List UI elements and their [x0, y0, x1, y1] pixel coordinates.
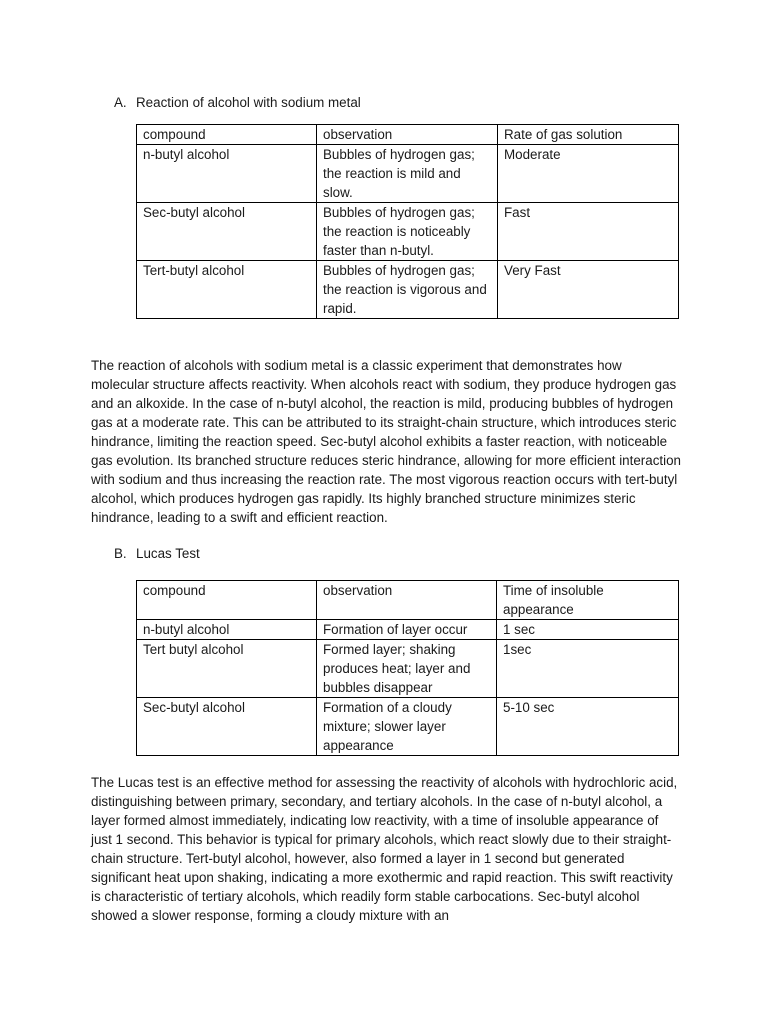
observation-cell: Bubbles of hydrogen gas; the reaction is mild and slow. — [317, 145, 498, 203]
section-a-marker: A. — [114, 95, 127, 110]
table-row — [137, 261, 679, 319]
header-cell: compound — [137, 581, 317, 620]
observation-cell: Formation of a cloudy mixture; slower layer appearance — [317, 698, 497, 756]
section-b-paragraph: The Lucas test is an effective method for assessing the reactivity of alcohols with hydrochloric acid, distinguishing between primary, secondary, and tertiary alcohols. In the case of n-butyl alcohol, a layer formed almost immediately, indicating low reactivity, with a time of insoluble appearance of just 1 second. This behavior is typical for primary alcohols, which react slowly due to their straight-chain structure. Tert-butyl alcohol, however, also formed a layer in 1 second but generated significant heat upon shaking, indicating a more exothermic and rapid reaction. This swift reactivity is characteristic of tertiary alcohols, which readily form stable carbocations. Sec-butyl alcohol showed a slower response, forming a cloudy mixture with an — [91, 775, 678, 923]
compound-cell: Tert-butyl alcohol — [137, 261, 317, 319]
section-a-title: Reaction of alcohol with sodium metal — [136, 95, 361, 110]
header-cell: compound — [137, 125, 317, 145]
section-b-heading — [114, 544, 200, 563]
section-a-paragraph: The reaction of alcohols with sodium metal is a classic experiment that demonstrates how molecular structure affects reactivity. When alcohols react with sodium, they produce hydrogen gas and an alkoxide. In the case of n-butyl alcohol, the reaction is mild, producing bubbles of hydrogen gas at a moderate rate. This can be attributed to its straight-chain structure, which introduces steric hindrance, limiting the reaction speed. Sec-butyl alcohol exhibits a faster reaction, with noticeable gas evolution. Its branched structure reduces steric hindrance, allowing for more efficient interaction with sodium and thus increasing the reaction rate. The most vigorous reaction occurs with tert-butyl alcohol, which produces hydrogen gas rapidly. Its highly branched structure minimizes steric hindrance, leading to a swift and efficient reaction. — [91, 358, 681, 525]
section-b-marker: B. — [114, 546, 127, 561]
observation-cell: Formation of layer occur — [317, 620, 497, 640]
rate-cell: Moderate — [498, 145, 679, 203]
rate-cell: Very Fast — [498, 261, 679, 319]
compound-cell: Sec-butyl alcohol — [137, 698, 317, 756]
table-row — [137, 203, 679, 261]
lucas-test-table — [136, 580, 679, 756]
table-row — [137, 145, 679, 203]
observation-cell: Bubbles of hydrogen gas; the reaction is vigorous and rapid. — [317, 261, 498, 319]
compound-cell: Tert butyl alcohol — [137, 640, 317, 698]
table-row — [137, 620, 679, 640]
section-a-heading — [114, 93, 361, 112]
section-b-title: Lucas Test — [136, 546, 200, 561]
table-header-row — [137, 125, 679, 145]
table-row — [137, 640, 679, 698]
header-cell: observation — [317, 581, 497, 620]
observation-cell: Formed layer; shaking produces heat; layer and bubbles disappear — [317, 640, 497, 698]
compound-cell: n-butyl alcohol — [137, 145, 317, 203]
time-cell: 5-10 sec — [497, 698, 679, 756]
header-cell: Time of insoluble appearance — [497, 581, 679, 620]
compound-cell: n-butyl alcohol — [137, 620, 317, 640]
observation-cell: Bubbles of hydrogen gas; the reaction is noticeably faster than n-butyl. — [317, 203, 498, 261]
time-cell: 1sec — [497, 640, 679, 698]
table-header-row — [137, 581, 679, 620]
header-cell: observation — [317, 125, 498, 145]
compound-cell: Sec-butyl alcohol — [137, 203, 317, 261]
time-cell: 1 sec — [497, 620, 679, 640]
header-cell: Rate of gas solution — [498, 125, 679, 145]
rate-cell: Fast — [498, 203, 679, 261]
sodium-reaction-table — [136, 124, 679, 319]
table-row — [137, 698, 679, 756]
